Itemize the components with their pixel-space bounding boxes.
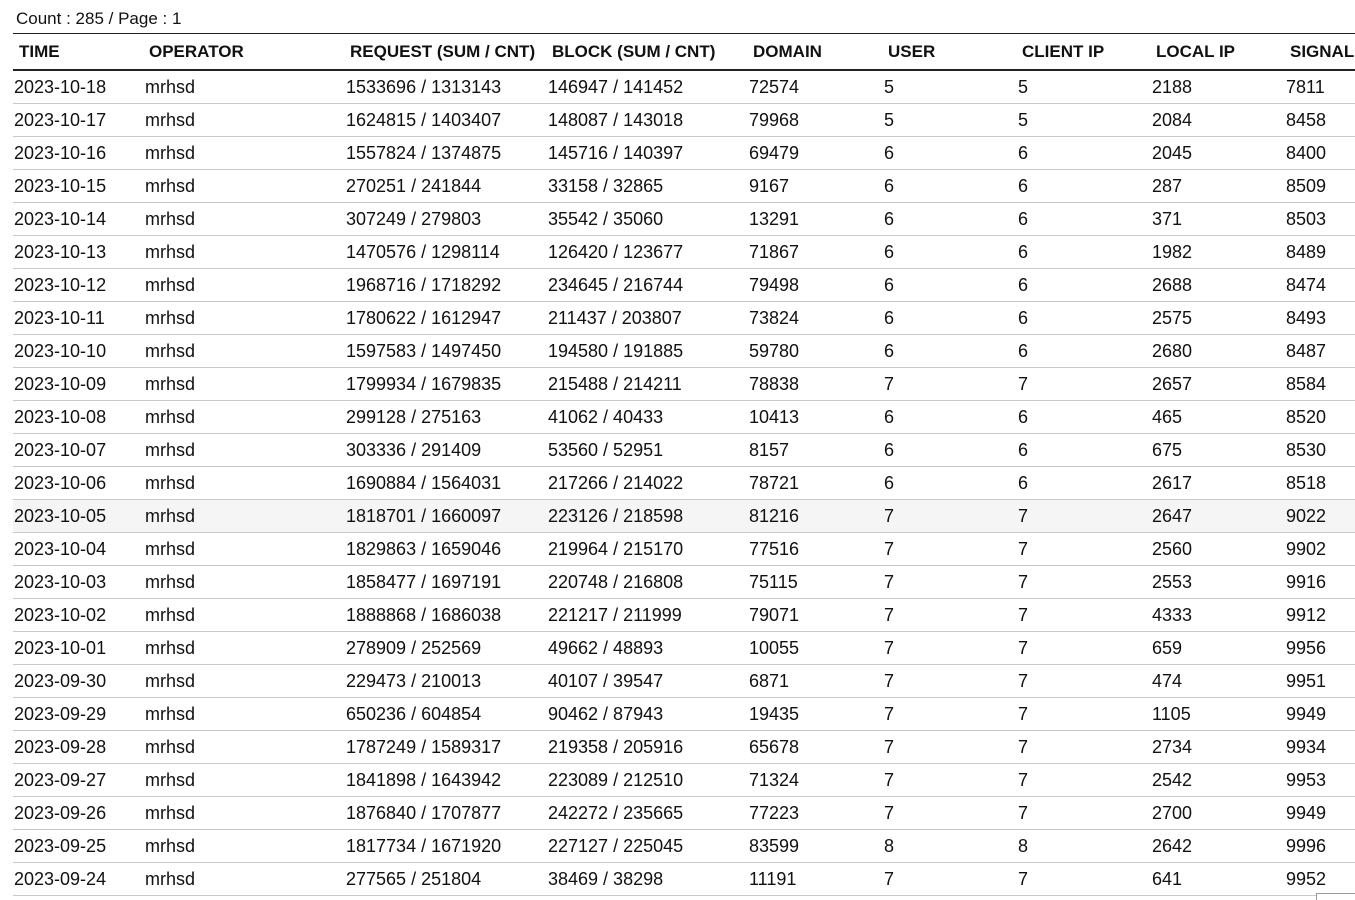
cell-local-ip: 2688 — [1150, 269, 1284, 302]
cell-operator: mrhsd — [143, 434, 344, 467]
cell-signal: 8530 — [1284, 434, 1355, 467]
cell-block: 40107 / 39547 — [546, 665, 747, 698]
table-row[interactable] — [13, 70, 1355, 104]
cell-signal: 9916 — [1284, 566, 1355, 599]
table-row[interactable] — [13, 797, 1355, 830]
cell-local-ip: 641 — [1150, 863, 1284, 896]
cell-time: 2023-10-03 — [13, 566, 143, 599]
cell-signal: 8474 — [1284, 269, 1355, 302]
cell-local-ip: 675 — [1150, 434, 1284, 467]
cell-block: 49662 / 48893 — [546, 632, 747, 665]
cell-client-ip: 7 — [1016, 863, 1150, 896]
cell-request: 1858477 / 1697191 — [344, 566, 546, 599]
cell-local-ip: 2084 — [1150, 104, 1284, 137]
table-row[interactable] — [13, 236, 1355, 269]
cell-client-ip: 6 — [1016, 137, 1150, 170]
table-row[interactable] — [13, 434, 1355, 467]
cell-user: 7 — [882, 764, 1016, 797]
cell-domain: 10413 — [747, 401, 882, 434]
cell-signal: 8493 — [1284, 302, 1355, 335]
cell-user: 6 — [882, 434, 1016, 467]
cell-local-ip: 1105 — [1150, 698, 1284, 731]
cell-block: 35542 / 35060 — [546, 203, 747, 236]
cell-local-ip: 2188 — [1150, 70, 1284, 104]
cell-time: 2023-10-05 — [13, 500, 143, 533]
cell-block: 90462 / 87943 — [546, 698, 747, 731]
cell-request: 1829863 / 1659046 — [344, 533, 546, 566]
cell-operator: mrhsd — [143, 70, 344, 104]
cell-time: 2023-10-17 — [13, 104, 143, 137]
cell-request: 270251 / 241844 — [344, 170, 546, 203]
cell-operator: mrhsd — [143, 401, 344, 434]
cell-operator: mrhsd — [143, 863, 344, 896]
cell-block: 146947 / 141452 — [546, 70, 747, 104]
cell-request: 1557824 / 1374875 — [344, 137, 546, 170]
cell-signal: 8489 — [1284, 236, 1355, 269]
cell-user: 6 — [882, 302, 1016, 335]
cell-client-ip: 7 — [1016, 566, 1150, 599]
cell-time: 2023-10-10 — [13, 335, 143, 368]
cell-signal: 8520 — [1284, 401, 1355, 434]
cell-block: 126420 / 123677 — [546, 236, 747, 269]
cell-time: 2023-10-15 — [13, 170, 143, 203]
cell-block: 38469 / 38298 — [546, 863, 747, 896]
cell-user: 7 — [882, 797, 1016, 830]
cell-local-ip: 2642 — [1150, 830, 1284, 863]
cell-local-ip: 659 — [1150, 632, 1284, 665]
cell-local-ip: 2647 — [1150, 500, 1284, 533]
cell-operator: mrhsd — [143, 632, 344, 665]
cell-user: 7 — [882, 599, 1016, 632]
cell-user: 7 — [882, 500, 1016, 533]
cell-client-ip: 7 — [1016, 665, 1150, 698]
cell-domain: 79968 — [747, 104, 882, 137]
cell-local-ip: 2045 — [1150, 137, 1284, 170]
cell-client-ip: 6 — [1016, 467, 1150, 500]
cell-local-ip: 2575 — [1150, 302, 1284, 335]
cell-operator: mrhsd — [143, 797, 344, 830]
cell-local-ip: 2700 — [1150, 797, 1284, 830]
cell-signal: 8503 — [1284, 203, 1355, 236]
table-row[interactable] — [13, 269, 1355, 302]
cell-operator: mrhsd — [143, 368, 344, 401]
cell-signal: 9912 — [1284, 599, 1355, 632]
cell-domain: 79071 — [747, 599, 882, 632]
cell-client-ip: 7 — [1016, 764, 1150, 797]
cell-time: 2023-09-27 — [13, 764, 143, 797]
cell-domain: 78721 — [747, 467, 882, 500]
cell-local-ip: 2560 — [1150, 533, 1284, 566]
cell-operator: mrhsd — [143, 533, 344, 566]
cell-client-ip: 7 — [1016, 599, 1150, 632]
cell-domain: 75115 — [747, 566, 882, 599]
stats-table-container — [13, 33, 1355, 896]
cell-signal: 9902 — [1284, 533, 1355, 566]
cell-user: 7 — [882, 698, 1016, 731]
cell-operator: mrhsd — [143, 830, 344, 863]
cell-domain: 11191 — [747, 863, 882, 896]
cell-user: 6 — [882, 467, 1016, 500]
cell-client-ip: 6 — [1016, 236, 1150, 269]
cell-operator: mrhsd — [143, 236, 344, 269]
column-header-user[interactable]: USER — [882, 34, 1016, 71]
cell-request: 1597583 / 1497450 — [344, 335, 546, 368]
cell-client-ip: 6 — [1016, 401, 1150, 434]
cell-time: 2023-10-01 — [13, 632, 143, 665]
daily-stats-table — [13, 33, 1355, 896]
cell-client-ip: 7 — [1016, 500, 1150, 533]
cell-operator: mrhsd — [143, 599, 344, 632]
cell-domain: 6871 — [747, 665, 882, 698]
cell-user: 7 — [882, 863, 1016, 896]
cell-client-ip: 6 — [1016, 170, 1150, 203]
cell-client-ip: 7 — [1016, 368, 1150, 401]
cell-signal: 9956 — [1284, 632, 1355, 665]
cell-block: 145716 / 140397 — [546, 137, 747, 170]
table-row[interactable] — [13, 203, 1355, 236]
cell-user: 7 — [882, 731, 1016, 764]
cell-time: 2023-10-12 — [13, 269, 143, 302]
table-row[interactable] — [13, 467, 1355, 500]
cell-client-ip: 6 — [1016, 434, 1150, 467]
cell-operator: mrhsd — [143, 335, 344, 368]
table-row[interactable] — [13, 863, 1355, 896]
cell-operator: mrhsd — [143, 302, 344, 335]
cell-domain: 78838 — [747, 368, 882, 401]
cell-time: 2023-10-11 — [13, 302, 143, 335]
cell-local-ip: 465 — [1150, 401, 1284, 434]
column-header-domain[interactable]: DOMAIN — [747, 34, 882, 71]
cell-signal: 8509 — [1284, 170, 1355, 203]
cell-domain: 69479 — [747, 137, 882, 170]
cell-signal: 8458 — [1284, 104, 1355, 137]
cell-local-ip: 2542 — [1150, 764, 1284, 797]
cell-request: 1799934 / 1679835 — [344, 368, 546, 401]
cell-user: 6 — [882, 269, 1016, 302]
cell-local-ip: 2734 — [1150, 731, 1284, 764]
record-count-label: Count : 285 / Page : 1 — [16, 9, 182, 28]
cell-request: 1624815 / 1403407 — [344, 104, 546, 137]
cell-block: 33158 / 32865 — [546, 170, 747, 203]
cell-user: 6 — [882, 236, 1016, 269]
cell-block: 221217 / 211999 — [546, 599, 747, 632]
table-row[interactable] — [13, 104, 1355, 137]
cell-client-ip: 7 — [1016, 698, 1150, 731]
cell-request: 277565 / 251804 — [344, 863, 546, 896]
resize-corner — [1316, 893, 1355, 900]
cell-local-ip: 2553 — [1150, 566, 1284, 599]
cell-domain: 71324 — [747, 764, 882, 797]
cell-block: 219358 / 205916 — [546, 731, 747, 764]
table-row[interactable] — [13, 731, 1355, 764]
cell-block: 227127 / 225045 — [546, 830, 747, 863]
cell-time: 2023-09-26 — [13, 797, 143, 830]
cell-local-ip: 2617 — [1150, 467, 1284, 500]
cell-signal: 8400 — [1284, 137, 1355, 170]
cell-block: 194580 / 191885 — [546, 335, 747, 368]
cell-signal: 9022 — [1284, 500, 1355, 533]
cell-request: 1780622 / 1612947 — [344, 302, 546, 335]
cell-domain: 79498 — [747, 269, 882, 302]
cell-time: 2023-10-04 — [13, 533, 143, 566]
cell-signal: 9952 — [1284, 863, 1355, 896]
cell-client-ip: 7 — [1016, 731, 1150, 764]
cell-time: 2023-10-14 — [13, 203, 143, 236]
table-row[interactable] — [13, 302, 1355, 335]
table-row[interactable] — [13, 830, 1355, 863]
table-row[interactable] — [13, 632, 1355, 665]
cell-domain: 59780 — [747, 335, 882, 368]
cell-client-ip: 7 — [1016, 533, 1150, 566]
cell-user: 8 — [882, 830, 1016, 863]
column-header-local-ip[interactable]: LOCAL IP — [1150, 34, 1284, 71]
cell-signal: 9953 — [1284, 764, 1355, 797]
cell-client-ip: 7 — [1016, 632, 1150, 665]
cell-user: 6 — [882, 335, 1016, 368]
table-row[interactable] — [13, 665, 1355, 698]
cell-request: 1841898 / 1643942 — [344, 764, 546, 797]
cell-domain: 77223 — [747, 797, 882, 830]
cell-signal: 8487 — [1284, 335, 1355, 368]
cell-operator: mrhsd — [143, 203, 344, 236]
table-row[interactable] — [13, 170, 1355, 203]
cell-time: 2023-10-18 — [13, 70, 143, 104]
cell-time: 2023-09-29 — [13, 698, 143, 731]
cell-request: 1690884 / 1564031 — [344, 467, 546, 500]
cell-domain: 83599 — [747, 830, 882, 863]
cell-request: 1787249 / 1589317 — [344, 731, 546, 764]
cell-operator: mrhsd — [143, 170, 344, 203]
cell-local-ip: 2657 — [1150, 368, 1284, 401]
cell-operator: mrhsd — [143, 467, 344, 500]
cell-local-ip: 2680 — [1150, 335, 1284, 368]
column-header-operator[interactable]: OPERATOR — [143, 34, 344, 71]
cell-user: 6 — [882, 170, 1016, 203]
cell-operator: mrhsd — [143, 731, 344, 764]
cell-request: 1533696 / 1313143 — [344, 70, 546, 104]
cell-signal: 9949 — [1284, 797, 1355, 830]
cell-user: 5 — [882, 70, 1016, 104]
cell-domain: 73824 — [747, 302, 882, 335]
cell-local-ip: 371 — [1150, 203, 1284, 236]
cell-operator: mrhsd — [143, 764, 344, 797]
cell-operator: mrhsd — [143, 566, 344, 599]
cell-time: 2023-10-09 — [13, 368, 143, 401]
column-header-client-ip[interactable]: CLIENT IP — [1016, 34, 1150, 71]
cell-time: 2023-10-02 — [13, 599, 143, 632]
cell-signal: 9949 — [1284, 698, 1355, 731]
cell-signal: 9951 — [1284, 665, 1355, 698]
cell-client-ip: 5 — [1016, 104, 1150, 137]
cell-request: 1818701 / 1660097 — [344, 500, 546, 533]
cell-domain: 9167 — [747, 170, 882, 203]
cell-block: 41062 / 40433 — [546, 401, 747, 434]
table-row[interactable] — [13, 533, 1355, 566]
cell-time: 2023-10-07 — [13, 434, 143, 467]
cell-domain: 19435 — [747, 698, 882, 731]
cell-user: 5 — [882, 104, 1016, 137]
cell-user: 6 — [882, 401, 1016, 434]
cell-user: 7 — [882, 632, 1016, 665]
cell-domain: 65678 — [747, 731, 882, 764]
column-header-time[interactable]: TIME — [13, 34, 143, 71]
cell-operator: mrhsd — [143, 698, 344, 731]
cell-operator: mrhsd — [143, 104, 344, 137]
table-row[interactable] — [13, 401, 1355, 434]
cell-time: 2023-10-08 — [13, 401, 143, 434]
cell-client-ip: 5 — [1016, 70, 1150, 104]
cell-signal: 8518 — [1284, 467, 1355, 500]
table-body — [13, 70, 1355, 896]
cell-domain: 10055 — [747, 632, 882, 665]
cell-client-ip: 7 — [1016, 797, 1150, 830]
cell-signal: 8584 — [1284, 368, 1355, 401]
cell-block: 223089 / 212510 — [546, 764, 747, 797]
cell-local-ip: 287 — [1150, 170, 1284, 203]
cell-signal: 9934 — [1284, 731, 1355, 764]
cell-request: 229473 / 210013 — [344, 665, 546, 698]
cell-client-ip: 6 — [1016, 302, 1150, 335]
table-row[interactable] — [13, 599, 1355, 632]
cell-block: 242272 / 235665 — [546, 797, 747, 830]
table-row[interactable] — [13, 335, 1355, 368]
cell-signal: 9996 — [1284, 830, 1355, 863]
cell-block: 53560 / 52951 — [546, 434, 747, 467]
cell-request: 1876840 / 1707877 — [344, 797, 546, 830]
cell-local-ip: 474 — [1150, 665, 1284, 698]
cell-block: 215488 / 214211 — [546, 368, 747, 401]
cell-request: 1470576 / 1298114 — [344, 236, 546, 269]
table-row[interactable] — [13, 698, 1355, 731]
cell-time: 2023-09-28 — [13, 731, 143, 764]
cell-domain: 72574 — [747, 70, 882, 104]
cell-block: 223126 / 218598 — [546, 500, 747, 533]
cell-domain: 81216 — [747, 500, 882, 533]
cell-request: 278909 / 252569 — [344, 632, 546, 665]
cell-time: 2023-10-13 — [13, 236, 143, 269]
cell-user: 6 — [882, 137, 1016, 170]
column-header-signal[interactable]: SIGNAL — [1284, 34, 1355, 71]
cell-time: 2023-10-06 — [13, 467, 143, 500]
cell-user: 7 — [882, 368, 1016, 401]
cell-user: 6 — [882, 203, 1016, 236]
cell-local-ip: 4333 — [1150, 599, 1284, 632]
cell-block: 219964 / 215170 — [546, 533, 747, 566]
table-row[interactable] — [13, 368, 1355, 401]
cell-block: 220748 / 216808 — [546, 566, 747, 599]
cell-client-ip: 8 — [1016, 830, 1150, 863]
cell-client-ip: 6 — [1016, 203, 1150, 236]
cell-operator: mrhsd — [143, 269, 344, 302]
cell-request: 303336 / 291409 — [344, 434, 546, 467]
cell-time: 2023-10-16 — [13, 137, 143, 170]
cell-domain: 8157 — [747, 434, 882, 467]
cell-request: 299128 / 275163 — [344, 401, 546, 434]
table-row[interactable] — [13, 566, 1355, 599]
cell-time: 2023-09-24 — [13, 863, 143, 896]
cell-domain: 71867 — [747, 236, 882, 269]
column-header-block[interactable]: BLOCK (SUM / CNT) — [546, 34, 747, 71]
cell-request: 650236 / 604854 — [344, 698, 546, 731]
cell-time: 2023-09-30 — [13, 665, 143, 698]
cell-operator: mrhsd — [143, 500, 344, 533]
cell-operator: mrhsd — [143, 665, 344, 698]
cell-user: 7 — [882, 533, 1016, 566]
cell-user: 7 — [882, 566, 1016, 599]
table-row[interactable] — [13, 764, 1355, 797]
table-row[interactable] — [13, 500, 1355, 533]
cell-block: 211437 / 203807 — [546, 302, 747, 335]
cell-client-ip: 6 — [1016, 269, 1150, 302]
cell-domain: 77516 — [747, 533, 882, 566]
table-header-row — [13, 34, 1355, 71]
cell-request: 1968716 / 1718292 — [344, 269, 546, 302]
cell-signal: 7811 — [1284, 70, 1355, 104]
cell-client-ip: 6 — [1016, 335, 1150, 368]
table-row[interactable] — [13, 137, 1355, 170]
cell-block: 217266 / 214022 — [546, 467, 747, 500]
cell-time: 2023-09-25 — [13, 830, 143, 863]
cell-block: 148087 / 143018 — [546, 104, 747, 137]
cell-user: 7 — [882, 665, 1016, 698]
cell-block: 234645 / 216744 — [546, 269, 747, 302]
cell-domain: 13291 — [747, 203, 882, 236]
cell-request: 1888868 / 1686038 — [344, 599, 546, 632]
column-header-request[interactable]: REQUEST (SUM / CNT) — [344, 34, 546, 71]
cell-request: 307249 / 279803 — [344, 203, 546, 236]
cell-request: 1817734 / 1671920 — [344, 830, 546, 863]
cell-operator: mrhsd — [143, 137, 344, 170]
cell-local-ip: 1982 — [1150, 236, 1284, 269]
